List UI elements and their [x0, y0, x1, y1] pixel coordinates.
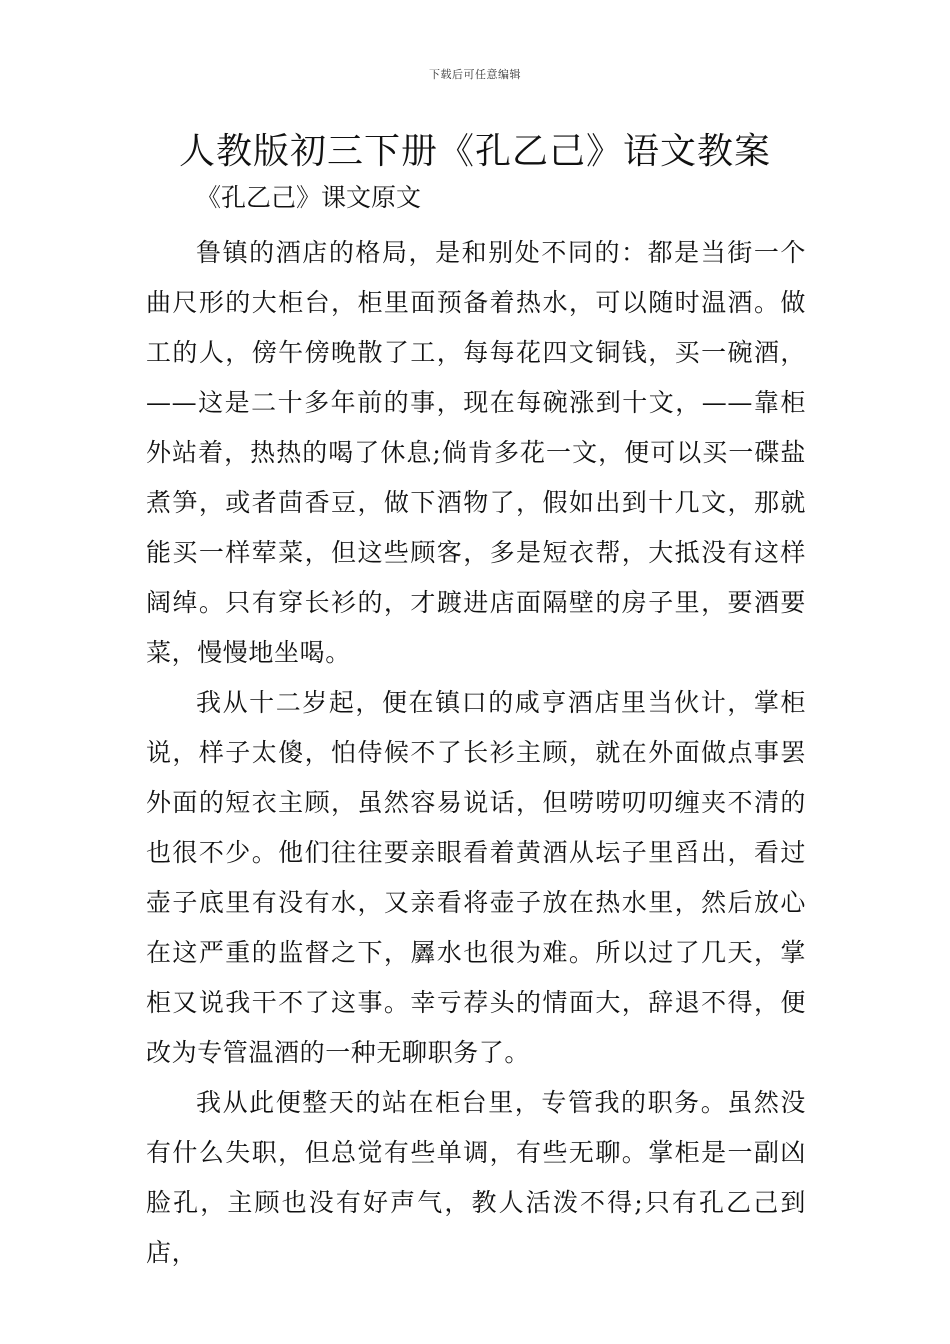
paragraph-1: 鲁镇的酒店的格局，是和别处不同的：都是当街一个曲尺形的大柜台，柜里面预备着热水，可以随时温酒。做工的人，傍午傍晚散了工，每每花四文铜钱，买一碗酒，——这是二十多年前的事，现在每碗涨到十文，——靠柜外站着，热热的喝了休息;倘肯多花一文，便可以买一碟盐煮笋，或者茴香豆，做下酒物了，假如出到十几文，那就能买一样荤菜，但这些顾客，多是短衣帮，大抵没有这样阔绰。只有穿长衫的，才踱进店面隔壁的房子里，要酒要菜，慢慢地坐喝。	[146, 238, 806, 667]
paragraph-2: 我从十二岁起，便在镇口的咸亨酒店里当伙计，掌柜说，样子太傻，怕侍候不了长衫主顾，就在外面做点事罢外面的短衣主顾，虽然容易说话，但唠唠叨叨缠夹不清的也很不少。他们往往要亲眼看着黄酒从坛子里舀出，看过壶子底里有没有水，又亲看将壶子放在热水里，然后放心在这严重的监督之下，羼水也很为难。所以过了几天，掌柜又说我干不了这事。幸亏荐头的情面大，辞退不得，便改为专管温酒的一种无聊职务了。	[146, 688, 806, 1067]
section-subtitle: 《孔乙己》课文原文	[196, 183, 422, 212]
paragraph-3: 我从此便整天的站在柜台里，专管我的职务。虽然没有什么失职，但总觉有些单调，有些无聊。掌柜是一副凶脸孔，主顾也没有好声气，教人活泼不得;只有孔乙己到店，	[146, 1088, 806, 1267]
document-title: 人教版初三下册《孔乙己》语文教案	[178, 131, 771, 172]
body-text	[146, 228, 806, 1278]
header-note: 下载后可任意编辑	[429, 68, 521, 81]
